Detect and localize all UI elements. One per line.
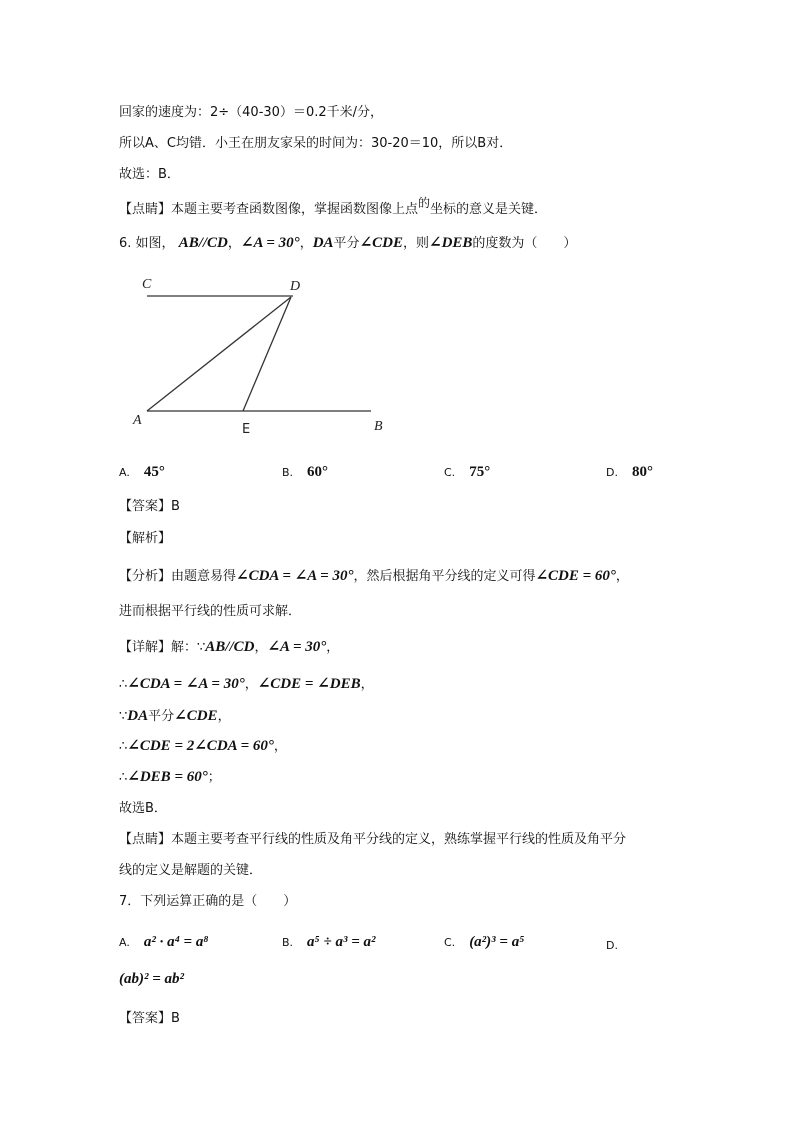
math-expression: ∠CDA = ∠A = 30° [236, 568, 354, 584]
detail-line-4 [119, 737, 287, 756]
math-expression: AB//CD [205, 639, 255, 655]
math-angle-cde: ∠CDE [359, 235, 403, 251]
option-label: B. [282, 466, 294, 479]
choose-line: 故选B． [119, 801, 167, 816]
option-value: a² · a⁴ = a⁸ [143, 934, 209, 950]
text-segment: 坐标的意义是关键． [430, 202, 548, 217]
option-label: A. [119, 936, 130, 949]
analysis-heading: 【解析】 [119, 531, 172, 546]
detail-line-1 [119, 638, 339, 657]
text-segment: ， [273, 739, 287, 754]
text-segment: ，则 [402, 236, 429, 251]
answer-line: 【答案】B [119, 499, 180, 514]
option-value: 60° [307, 464, 329, 480]
option-c[interactable] [444, 933, 524, 952]
question-7-stem: 7．下列运算正确的是（ ） [119, 894, 297, 909]
option-value: 80° [631, 464, 653, 480]
text-segment: ，然后根据角平分线的定义可得 [353, 569, 536, 584]
option-d-value[interactable] [119, 970, 184, 989]
sep: ， [299, 236, 313, 251]
text-segment: 的 [418, 196, 431, 210]
math-angle-deb: ∠DEB [429, 235, 473, 251]
text-segment: ； [207, 770, 221, 785]
math-expression: ∠CDA = ∠A = 30° [127, 676, 245, 692]
text-line [119, 196, 548, 219]
text-segment: ， [254, 640, 268, 655]
therefore-symbol: ∴ [119, 770, 128, 785]
summary-line: 【点睛】本题主要考查平行线的性质及角平分线的定义，熟练掌握平行线的性质及角平分 [119, 832, 627, 847]
segment-ed [243, 297, 291, 411]
answer-line: 【答案】B [119, 1011, 180, 1026]
point-label-c: C [142, 277, 152, 292]
math-expression: ∠DEB = 60° [127, 769, 208, 785]
text-segment: 【分析】由题意易得 [119, 569, 237, 584]
point-label-e: E [242, 422, 251, 437]
point-label-d: D [290, 279, 301, 294]
option-label: B. [282, 936, 294, 949]
detail-line-5 [119, 768, 221, 787]
math-expression: DA [127, 708, 149, 724]
geometry-figure [125, 270, 395, 440]
analysis-line [119, 567, 629, 586]
math-expression: ∠A = 30° [267, 639, 327, 655]
option-label: A. [119, 466, 130, 479]
option-d[interactable] [606, 463, 653, 482]
option-label: C. [444, 936, 456, 949]
option-value: (a²)³ = a⁵ [469, 934, 525, 950]
math-expression: ∠CDE [174, 708, 218, 724]
analysis-line: 进而根据平行线的性质可求解． [119, 604, 302, 619]
therefore-symbol: ∴ [119, 677, 128, 692]
text-segment: ， [360, 677, 374, 692]
text-segment: 【详解】解：∵ [119, 640, 206, 655]
option-a[interactable] [119, 463, 165, 482]
point-label-b: B [374, 419, 383, 434]
text-line: 故选：B． [119, 167, 180, 182]
option-value: a⁵ ÷ a³ = a² [307, 934, 376, 950]
point-label-a: A [133, 413, 142, 428]
text-segment: 平分 [333, 236, 360, 251]
option-label: D. [606, 939, 618, 952]
text-segment: ， [615, 569, 629, 584]
option-label: C. [444, 466, 456, 479]
detail-line-3 [119, 707, 231, 726]
detail-line-2 [119, 675, 374, 694]
math-angle-a: ∠A = 30° [240, 235, 300, 251]
q6-number: 6. 如图， [119, 236, 175, 251]
sep: ， [227, 236, 241, 251]
text-segment: 【点睛】本题主要考查函数图像，掌握函数图像上点 [119, 202, 419, 217]
question-6-stem [119, 234, 576, 253]
math-expression: ∠CDE = ∠DEB [257, 676, 361, 692]
segment-ad [147, 297, 291, 411]
therefore-symbol: ∴ [119, 739, 128, 754]
math-ab-parallel-cd: AB//CD [178, 235, 228, 251]
option-b[interactable] [282, 463, 328, 482]
text-segment: 平分 [148, 709, 175, 724]
option-value: 45° [143, 464, 165, 480]
text-line: 所以A、C均错．小王在朋友家呆的时间为：30-20＝10，所以B对． [119, 136, 513, 151]
option-c[interactable] [444, 463, 490, 482]
text-segment: ， [217, 709, 231, 724]
option-d[interactable] [606, 937, 632, 955]
because-symbol: ∵ [119, 709, 128, 724]
option-b[interactable] [282, 933, 376, 952]
text-line: 回家的速度为：2÷（40-30）＝0.2千米/分， [119, 105, 383, 120]
option-value: (ab)² = ab² [119, 971, 185, 987]
option-label: D. [606, 466, 618, 479]
option-value: 75° [469, 464, 491, 480]
text-segment: ， [244, 677, 258, 692]
math-expression: ∠CDE = 2∠CDA = 60° [127, 738, 274, 754]
option-a[interactable] [119, 933, 209, 952]
summary-line: 线的定义是解题的关键． [119, 863, 263, 878]
math-expression: ∠CDE = 60° [535, 568, 616, 584]
text-segment: 的度数为（ ） [472, 236, 577, 251]
text-segment: ， [326, 640, 340, 655]
math-da: DA [312, 235, 334, 251]
